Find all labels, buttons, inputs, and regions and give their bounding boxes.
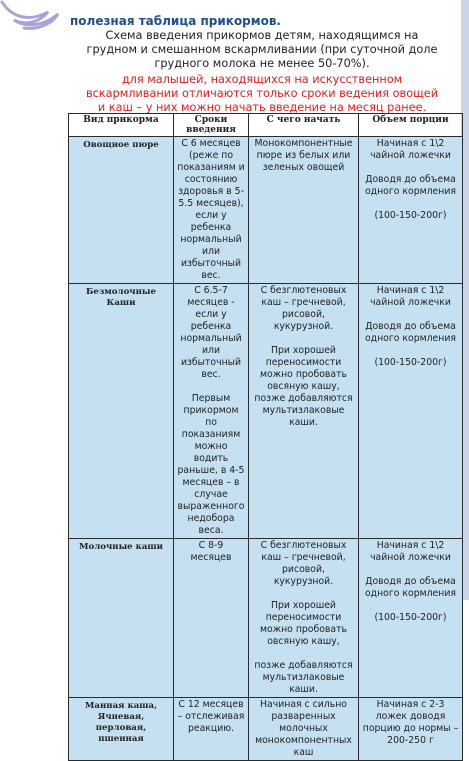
table-row <box>69 698 463 761</box>
intro-text: Схема введения прикормов детям, находящимся на грудном и смешанном вскармливании (при суточной доле грудного молока не менее 50-70%). <box>86 29 438 70</box>
artificial-feeding-note: для малышей, находящихся на искусственном вскармливании отличаются только сроки ведения овощей и каш – у них можно начать введение на месяц ранее. <box>85 73 439 114</box>
complementary-feeding-table <box>68 113 463 761</box>
start-text: позже добавляются мультизлаковые каши. <box>254 660 353 695</box>
table-row <box>69 284 463 539</box>
start-cell <box>249 539 359 698</box>
portion-text: (100-150-200г) <box>374 357 447 368</box>
start-text: С безглютеновых каш – гречневой, рисовой, кукурузной. <box>260 540 347 587</box>
start-cell <box>249 137 359 284</box>
table-row <box>69 539 463 698</box>
portion-text: Начиная с 1\2 чайной ложечки <box>370 138 451 161</box>
portion-text: Начиная с 1\2 чайной ложечки <box>370 285 451 308</box>
table-header-row <box>69 114 463 137</box>
portion-cell <box>359 137 463 284</box>
column-header: Сроки введения <box>174 114 249 137</box>
decorative-swoosh-icon <box>0 0 80 30</box>
portion-cell <box>359 284 463 539</box>
portion-text: Начиная с 1\2 чайной ложечки <box>370 540 451 563</box>
start-cell <box>249 698 359 761</box>
portion-text: Начиная с 2-3 ложек доводя порцию до нормы – 200-250 г <box>362 699 459 746</box>
timing-text: С 8-9 месяцев <box>190 540 232 563</box>
timing-text: С 6 месяцев (реже по показаниям и состоянию здоровья в 5-5.5 месяцев), если у ребенка нормальный или избыточный вес. <box>177 138 245 281</box>
intro-block <box>82 29 442 115</box>
row-name-cell <box>69 698 174 761</box>
timing-cell <box>174 137 249 284</box>
table-row <box>69 137 463 284</box>
portion-text: (100-150-200г) <box>374 210 447 221</box>
timing-text: С 12 месяцев – отслеживая реакцию. <box>177 699 245 734</box>
start-text: При хорошей переносимости можно пробовать овсяную кашу, позже добавляются мультизлаковые каши. <box>254 345 353 428</box>
timing-cell <box>174 698 249 761</box>
page-title: полезная таблица прикормов. <box>70 14 281 28</box>
row-name-cell <box>69 284 174 539</box>
portion-text: Доводя до объема одного кормления <box>364 576 456 599</box>
column-header: С чего начать <box>249 114 359 137</box>
column-header: Вид прикорма <box>69 114 174 137</box>
column-header: Объем порции <box>359 114 463 137</box>
timing-text: С 6.5-7 месяцев - если у ребенка нормальный или избыточный вес. <box>180 285 242 380</box>
portion-text: Доводя до объема одного кормления <box>364 174 456 197</box>
portion-cell <box>359 539 463 698</box>
start-text: С безглютеновых каш – гречневой, рисовой, кукурузной. <box>260 285 347 332</box>
timing-text: Первым прикормом по показаниям можно водить раньше, в 4-5 месяцев – в случае выраженного недобора веса. <box>177 393 245 536</box>
portion-text: (100-150-200г) <box>374 612 447 623</box>
start-text: Начиная с сильно разваренных молочных монокомпонентных каш <box>255 699 352 758</box>
food-type: Манная каша, Ячневая, перловая, пшенная <box>84 701 158 744</box>
start-text: При хорошей переносимости можно пробовать овсяную кашу, <box>260 600 347 647</box>
timing-cell <box>174 539 249 698</box>
portion-text: Доводя до объема одного кормления <box>364 321 456 344</box>
food-type: Безмолочные Каши <box>86 287 156 308</box>
row-name-cell <box>69 137 174 284</box>
start-cell <box>249 284 359 539</box>
row-name-cell <box>69 539 174 698</box>
timing-cell <box>174 284 249 539</box>
food-type: Овощное пюре <box>83 140 159 150</box>
food-type: Молочные каши <box>78 542 164 552</box>
portion-cell <box>359 698 463 761</box>
start-text: Монокомпонентные пюре из белых или зеленых овощей <box>254 138 353 173</box>
